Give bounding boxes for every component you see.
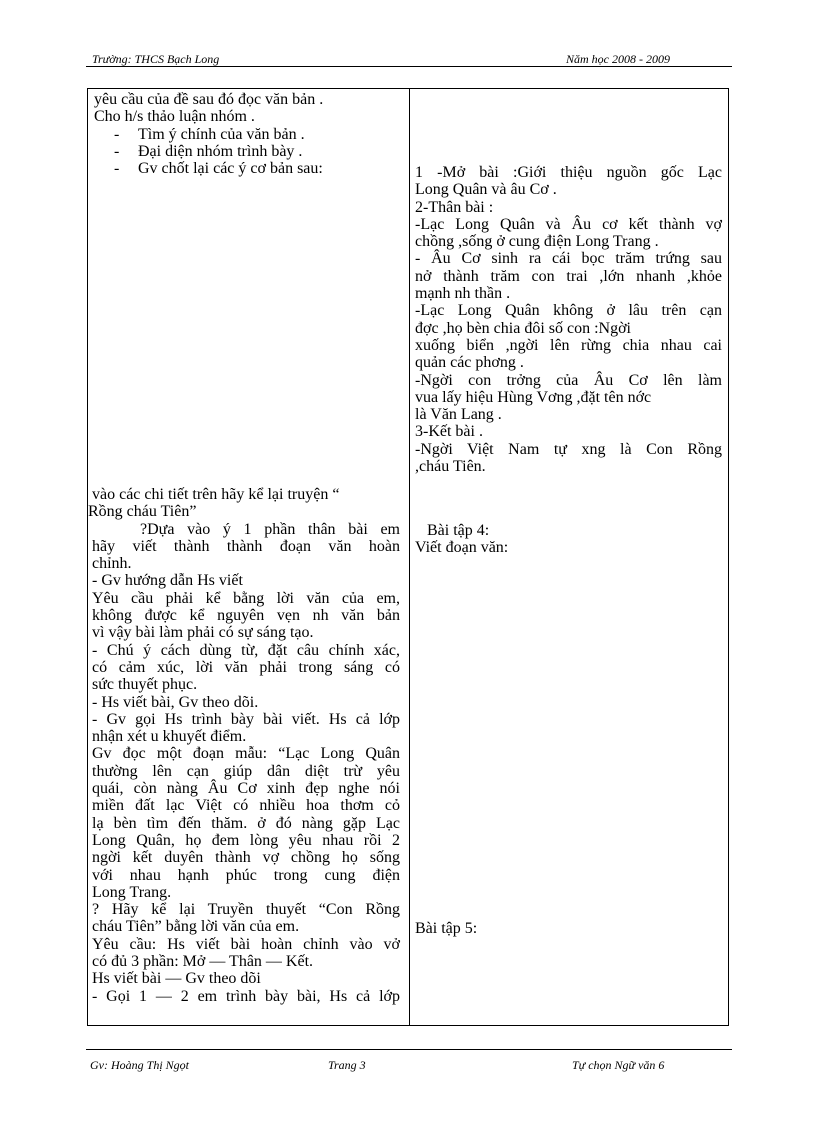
text-line: Hs viết bài — Gv theo dõi xyxy=(92,970,261,988)
text-line: mạnh nh thần . xyxy=(415,285,511,303)
text-line: thường lên cạn giúp dân diệt trừ yêu xyxy=(92,762,400,780)
footer-rule xyxy=(86,1049,732,1050)
text-line: yêu cầu của đề sau đó đọc văn bản . xyxy=(94,91,324,108)
text-line: vì vậy bài làm phải có sự sáng tạo. xyxy=(92,624,314,642)
bullet-text: Tìm ý chính của văn bản . xyxy=(138,125,305,143)
footer-teacher: Gv: Hoàng Thị Ngọt xyxy=(90,1058,189,1072)
text-line: chồng ,sống ở cung điện Long Trang . xyxy=(415,233,659,251)
text-line: đợc ,họ bèn chia đôi số con :Ngời xyxy=(415,319,631,337)
text-line: quản các phơng . xyxy=(415,354,524,372)
text-line: cháu Tiên” bằng lời văn của em. xyxy=(92,918,300,936)
text-line: ?Dựa vào ý 1 phần thân bài em xyxy=(140,520,400,538)
text-line: Long Quân, họ đem lòng yêu nhau rồi 2 xyxy=(92,831,400,849)
exercise-5-block xyxy=(415,920,722,937)
lesson-table xyxy=(87,88,729,1026)
text-line: - Gv hướng dẫn Hs viết xyxy=(92,572,243,590)
text-line: - Gọi 1 — 2 em trình bày bài, Hs cả lớp xyxy=(92,987,400,1005)
column-divider xyxy=(409,89,410,1025)
text-line: là Văn Lang . xyxy=(415,406,502,424)
exercise-4-block xyxy=(415,522,722,557)
right-outline-block xyxy=(415,164,722,475)
text-line: xuống biển ,ngời lên rừng chia nhau cai xyxy=(415,336,722,354)
text-line: vua lấy hiệu Hùng Vơng ,đặt tên nớc xyxy=(415,388,652,406)
text-line: ,cháu Tiên. xyxy=(415,458,486,476)
header-school: Trường: THCS Bạch Long xyxy=(92,52,220,66)
text-line: không được kể nguyên vẹn nh văn bản xyxy=(92,607,400,625)
text-line: sức thuyết phục. xyxy=(92,676,198,694)
exercise-5-title: Bài tập 5: xyxy=(415,920,478,937)
text-line: - Hs viết bài, Gv theo dõi. xyxy=(92,693,259,711)
text-line: có cảm xúc, lời văn phải trong sáng có xyxy=(92,658,400,676)
text-line: Long Trang. xyxy=(92,883,172,901)
footer-page-number: Trang 3 xyxy=(328,1058,366,1072)
text-line: hãy viết thành thành đoạn văn hoàn xyxy=(92,537,400,555)
text-line: Yêu cầu phải kể bằng lời văn của em, xyxy=(92,589,400,607)
left-top-block xyxy=(94,91,402,177)
text-line: có đủ 3 phần: Mở — Thân — Kết. xyxy=(92,953,314,971)
text-line: lạ bèn tìm đến thăm. ở đó nàng gặp Lạc xyxy=(92,814,400,832)
text-line: ngời kết duyên thành vợ chồng họ sống xyxy=(92,849,400,867)
text-line: miền đất lạc Việt có nhiều hoa thơm cỏ xyxy=(92,797,400,815)
text-line: - Âu Cơ sinh ra cái bọc trăm trứng sau xyxy=(415,250,722,268)
bullet-item: - Gv chốt lại các ý cơ bản sau: xyxy=(114,160,323,178)
text-line: Yêu cầu: Hs viết bài hoàn chỉnh vào vở xyxy=(92,935,400,953)
bullet-item: - Tìm ý chính của văn bản . xyxy=(114,125,305,143)
text-line: Rồng cháu Tiên” xyxy=(88,503,197,521)
text-line: 3-Kết bài . xyxy=(415,423,483,441)
text-line: nở thành trăm con trai ,lớn nhanh ,khỏe xyxy=(415,267,722,285)
header-year: Năm học 2008 - 2009 xyxy=(566,52,670,66)
text-line: - Chú ý cách dùng từ, đặt câu chính xác, xyxy=(92,641,400,659)
text-line: -Ngời con trởng của Âu Cơ lên làm xyxy=(415,371,722,389)
text-line: -Lạc Long Quân và Âu cơ kết thành vợ xyxy=(415,215,722,233)
text-line: vào các chi tiết trên hãy kể lại truyện “ xyxy=(92,486,340,503)
text-line: quái, còn nàng Âu Cơ xinh đẹp nghe nói xyxy=(92,780,400,798)
text-line: -Ngời Việt Nam tự xng là Con Rồng xyxy=(415,440,722,458)
left-bottom-block xyxy=(88,486,400,1005)
bullet-text: Đại diện nhóm trình bày . xyxy=(138,142,303,160)
text-line: 1 -Mở bài :Giới thiệu nguồn gốc Lạc xyxy=(415,164,722,181)
exercise-4-text: Viết đoạn văn: xyxy=(415,539,509,557)
text-line: Cho h/s thảo luận nhóm . xyxy=(94,108,255,126)
text-line: 2-Thân bài : xyxy=(415,198,494,216)
footer-subject: Tự chọn Ngữ văn 6 xyxy=(572,1058,665,1072)
text-line: Gv đọc một đoạn mẫu: “Lạc Long Quân xyxy=(92,745,400,763)
text-line: -Lạc Long Quân không ở lâu trên cạn xyxy=(415,302,722,320)
exercise-4-title: Bài tập 4: xyxy=(427,522,490,539)
text-line: với nhau hạnh phúc trong cung điện xyxy=(92,866,400,884)
bullet-text: Gv chốt lại các ý cơ bản sau: xyxy=(138,160,323,178)
text-line: nhận xét u khuyết điểm. xyxy=(92,728,247,746)
bullet-item: - Đại diện nhóm trình bày . xyxy=(114,142,303,160)
header-rule xyxy=(86,66,732,67)
text-line: ? Hãy kể lại Truyền thuyết “Con Rồng xyxy=(92,901,400,919)
text-line: Long Quân và âu Cơ . xyxy=(415,181,557,199)
text-line: - Gv gọi Hs trình bày bài viết. Hs cả lớp xyxy=(92,710,400,728)
text-line: chỉnh. xyxy=(92,555,132,573)
